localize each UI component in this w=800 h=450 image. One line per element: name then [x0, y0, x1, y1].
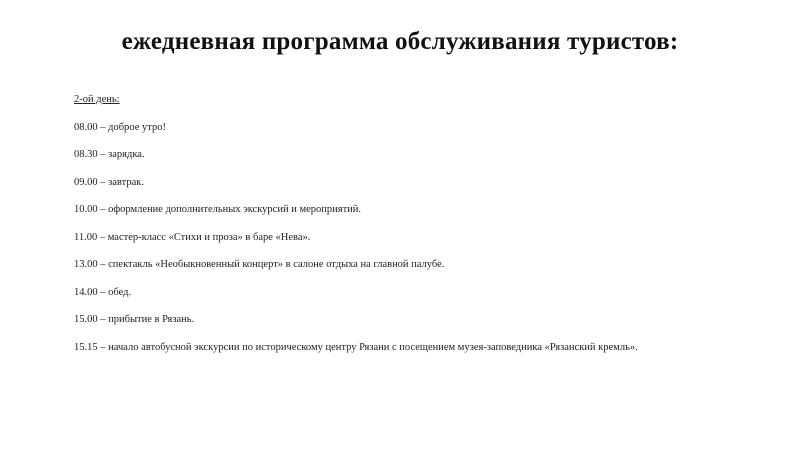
- schedule-item: 15.15 – начало автобусной экскурсии по историческому центру Рязани с посещением музея-заповедника «Рязанский кремль».: [74, 341, 638, 353]
- schedule-item: 13.00 – спектакль «Необыкновенный концерт» в салоне отдыха на главной палубе.: [74, 259, 445, 270]
- schedule-item: 08.30 – зарядка.: [74, 149, 145, 160]
- schedule-list: [74, 121, 754, 369]
- slide-content: [74, 93, 754, 368]
- schedule-item: 08.00 – доброе утро!: [74, 121, 166, 133]
- day-heading: 2-ой день:: [74, 94, 120, 105]
- schedule-item: 09.00 – завтрак.: [74, 176, 144, 188]
- schedule-item: 10.00 – оформление дополнительных экскурсий и мероприятий.: [74, 204, 362, 215]
- schedule-item: 15.00 – прибытие в Рязань.: [74, 314, 195, 325]
- slide-title: ежедневная программа обслуживания туристов:: [121, 28, 679, 55]
- schedule-item: 14.00 – обед.: [74, 286, 132, 298]
- schedule-item: 11.00 – мастер-класс «Стихи и проза» в баре «Нева».: [74, 231, 311, 243]
